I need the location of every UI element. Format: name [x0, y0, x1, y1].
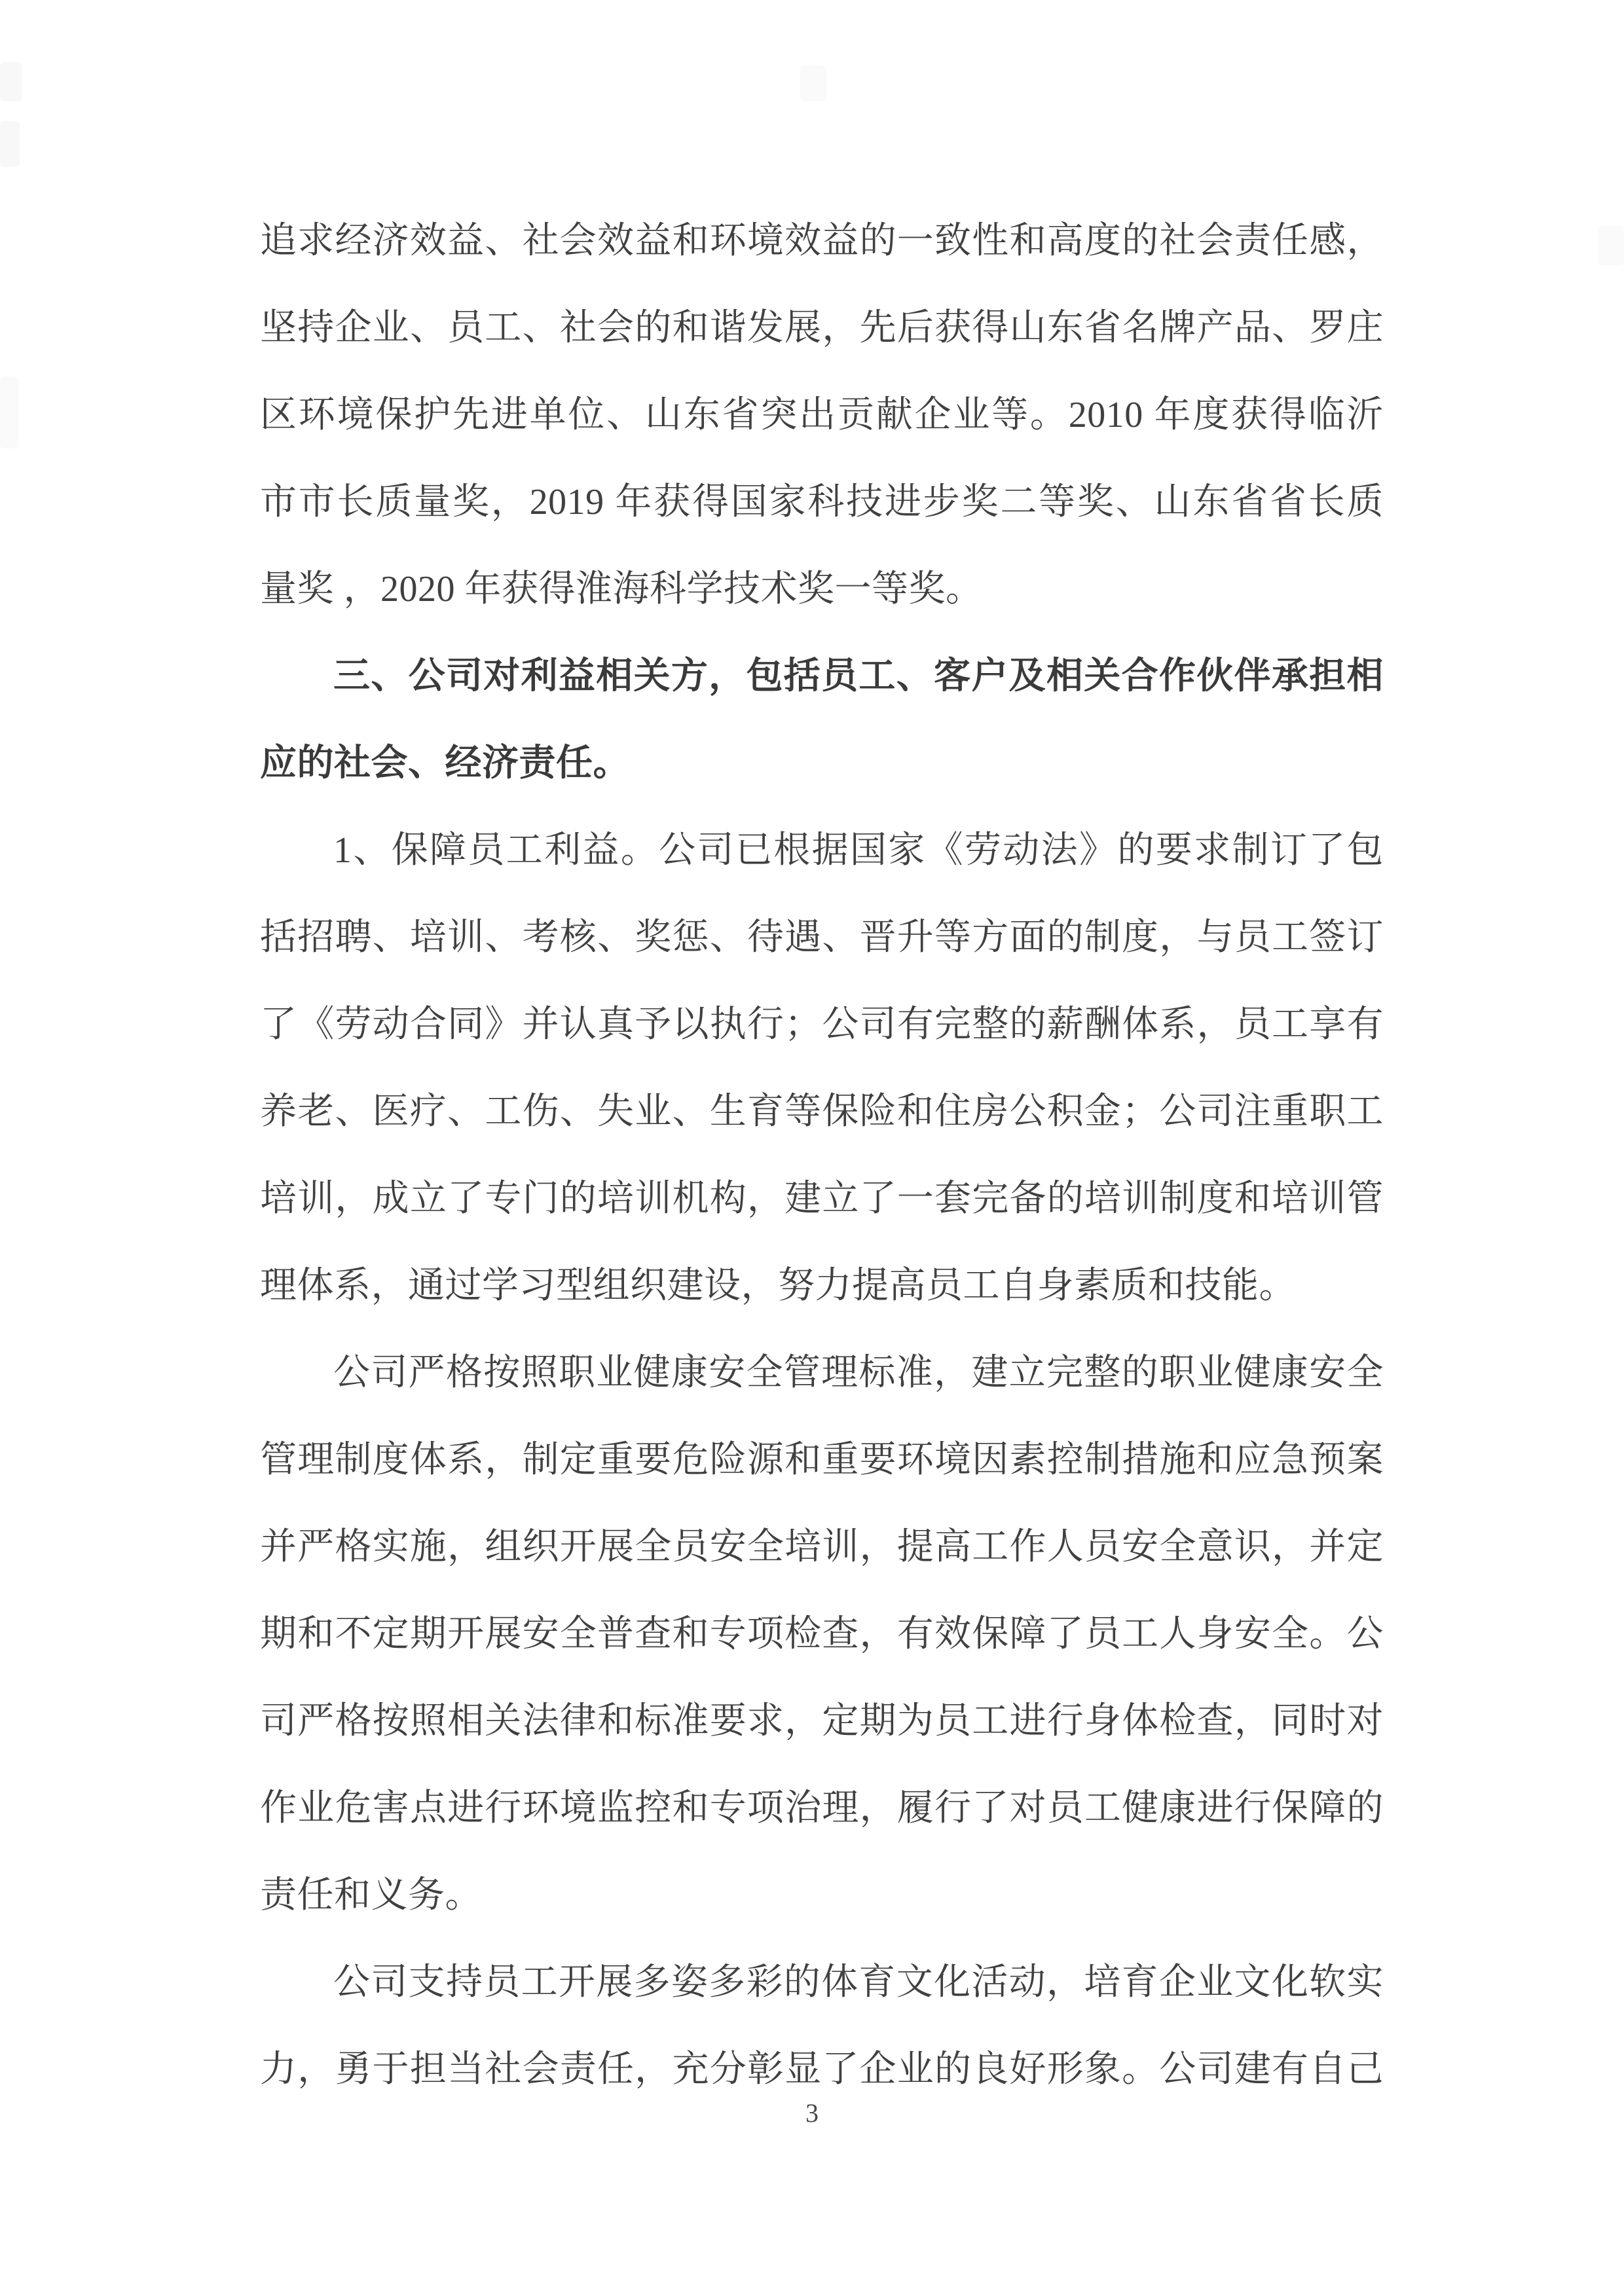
scan-artifact: [0, 62, 22, 101]
text-line: 司严格按照相关法律和标准要求，定期为员工进行身体检查，同时对: [260, 1701, 1384, 1741]
text-line: 作业危害点进行环境监控和专项治理，履行了对员工健康进行保障的: [260, 1788, 1384, 1829]
scan-artifact: [0, 376, 18, 448]
scan-artifact: [800, 65, 826, 101]
text-line: 并严格实施，组织开展全员安全培训，提高工作人员安全意识，并定: [260, 1527, 1384, 1567]
text-line: 量奖 ，2020 年获得淮海科学技术奖一等奖。: [260, 569, 983, 610]
text-line: 三、公司对利益相关方，包括员工、客户及相关合作伙伴承担相: [333, 656, 1384, 697]
text-line: 追求经济效益、社会效益和环境效益的一致性和高度的社会责任感，: [260, 221, 1384, 261]
text-line: 力，勇于担当社会责任，充分彰显了企业的良好形象。公司建有自己: [260, 2049, 1384, 2090]
scan-artifact: [0, 121, 20, 167]
text-line: 培训，成立了专门的培训机构，建立了一套完备的培训制度和培训管: [260, 1178, 1384, 1219]
text-block: [260, 198, 1384, 2113]
text-line: 公司支持员工开展多姿多彩的体育文化活动，培育企业文化软实: [333, 1962, 1384, 2003]
text-line: 管理制度体系，制定重要危险源和重要环境因素控制措施和应急预案: [260, 1440, 1384, 1480]
text-line: 期和不定期开展安全普查和专项检查，有效保障了员工人身安全。公: [260, 1614, 1384, 1654]
text-line: 市市长质量奖，2019 年获得国家科技进步奖二等奖、山东省省长质: [260, 482, 1384, 522]
scan-artifact: [1598, 226, 1624, 265]
page-number: 3: [805, 2098, 819, 2128]
text-line: 养老、医疗、工伤、失业、生育等保险和住房公积金；公司注重职工: [260, 1091, 1384, 1132]
text-line: 公司严格按照职业健康安全管理标准，建立完整的职业健康安全: [333, 1353, 1384, 1393]
text-line: 坚持企业、员工、社会的和谐发展，先后获得山东省名牌产品、罗庄: [260, 308, 1384, 348]
text-line: 括招聘、培训、考核、奖惩、待遇、晋升等方面的制度，与员工签订: [260, 917, 1384, 958]
text-line: 1、保障员工利益。公司已根据国家《劳动法》的要求制订了包: [333, 830, 1384, 871]
text-line: 责任和义务。: [260, 1875, 482, 1916]
text-line: 区环境保护先进单位、山东省突出贡献企业等。2010 年度获得临沂: [260, 395, 1384, 435]
text-line: 理体系，通过学习型组织建设，努力提高员工自身素质和技能。: [260, 1266, 1296, 1306]
text-line: 应的社会、经济责任。: [260, 743, 630, 784]
text-line: 了《劳动合同》并认真予以执行；公司有完整的薪酬体系，员工享有: [260, 1004, 1384, 1045]
